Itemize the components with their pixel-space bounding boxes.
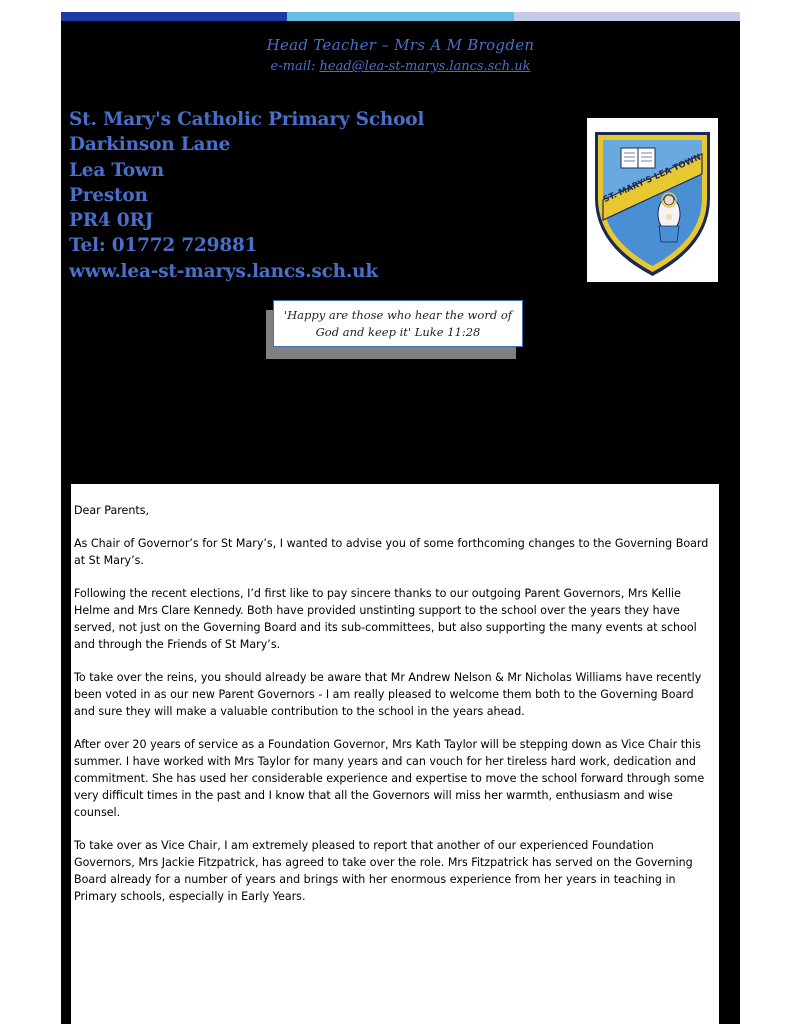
top-bar-lavender bbox=[514, 12, 740, 21]
paragraph: After over 20 years of service as a Foundation Governor, Mrs Kath Taylor will be stepping down as Vice Chair this summer. I have worked with Mrs Taylor for many years and can vouch for her tireless hard work, dedication and commitment. She has used her considerable experience and expertise to move the school forward through some very difficult times in the past and I know that all the Governors will miss her warmth, enthusiasm and wise counsel. bbox=[74, 738, 705, 819]
head-teacher-line: Head Teacher – Mrs A M Brogden bbox=[266, 36, 535, 54]
school-website[interactable]: www.lea-st-marys.lancs.sch.uk bbox=[69, 260, 378, 282]
paragraph: As Chair of Governor’s for St Mary’s, I wanted to advise you of some forthcoming changes to the Governing Board at St Mary’s. bbox=[74, 537, 709, 567]
email-label: e-mail: bbox=[270, 59, 320, 74]
letter-body bbox=[71, 484, 719, 1024]
address-line-2: Lea Town bbox=[69, 159, 164, 181]
salutation: Dear Parents, bbox=[74, 504, 150, 517]
paragraph: To take over the reins, you should already be aware that Mr Andrew Nelson & Mr Nicholas Williams have recently been voted in as our new Parent Governors - I am really pleased to welcome them both to the Governing Board and sure they will make a valuable contribution to the school in the years ahead. bbox=[74, 671, 702, 718]
school-address-block bbox=[69, 107, 424, 284]
school-name: St. Mary's Catholic Primary School bbox=[69, 109, 425, 130]
school-crest bbox=[587, 118, 718, 282]
crest-shield-icon bbox=[587, 118, 718, 282]
top-bar-light-blue bbox=[287, 12, 513, 21]
address-line-3: Preston bbox=[69, 184, 148, 206]
letterhead-page bbox=[61, 21, 740, 1024]
address-telephone: Tel: 01772 729881 bbox=[69, 235, 258, 257]
motto-line-1: 'Happy are those who hear the word of bbox=[283, 308, 513, 322]
motto-box bbox=[273, 300, 523, 347]
top-color-bar bbox=[61, 12, 740, 21]
top-bar-dark-blue bbox=[61, 12, 287, 21]
address-postcode: PR4 0RJ bbox=[69, 210, 154, 232]
motto-line-2: God and keep it' Luke 11:28 bbox=[315, 325, 481, 339]
paragraph: Following the recent elections, I’d first like to pay sincere thanks to our outgoing Parent Governors, Mrs Kellie Helme and Mrs Clare Kennedy. Both have provided unstinting support to the school over the years they have served, not just on the Governing Board and its sub-committees, but also supporting the many events at school and through the Friends of St Mary’s. bbox=[74, 587, 697, 651]
paragraph: To take over as Vice Chair, I am extremely pleased to report that another of our experienced Foundation Governors, Mrs Jackie Fitzpatrick, has agreed to take over the role. Mrs Fitzpatrick has served on the Governing Board already for a number of years and brings with her enormous experience from her years in teaching in Primary schools, especially in Early Years. bbox=[74, 839, 693, 903]
email-link[interactable]: head@lea-st-marys.lancs.sch.uk bbox=[319, 59, 531, 74]
address-line-1: Darkinson Lane bbox=[69, 134, 231, 156]
email-line bbox=[61, 59, 740, 74]
crest-text: ST. MARY'S LEA TOWN bbox=[601, 152, 703, 206]
